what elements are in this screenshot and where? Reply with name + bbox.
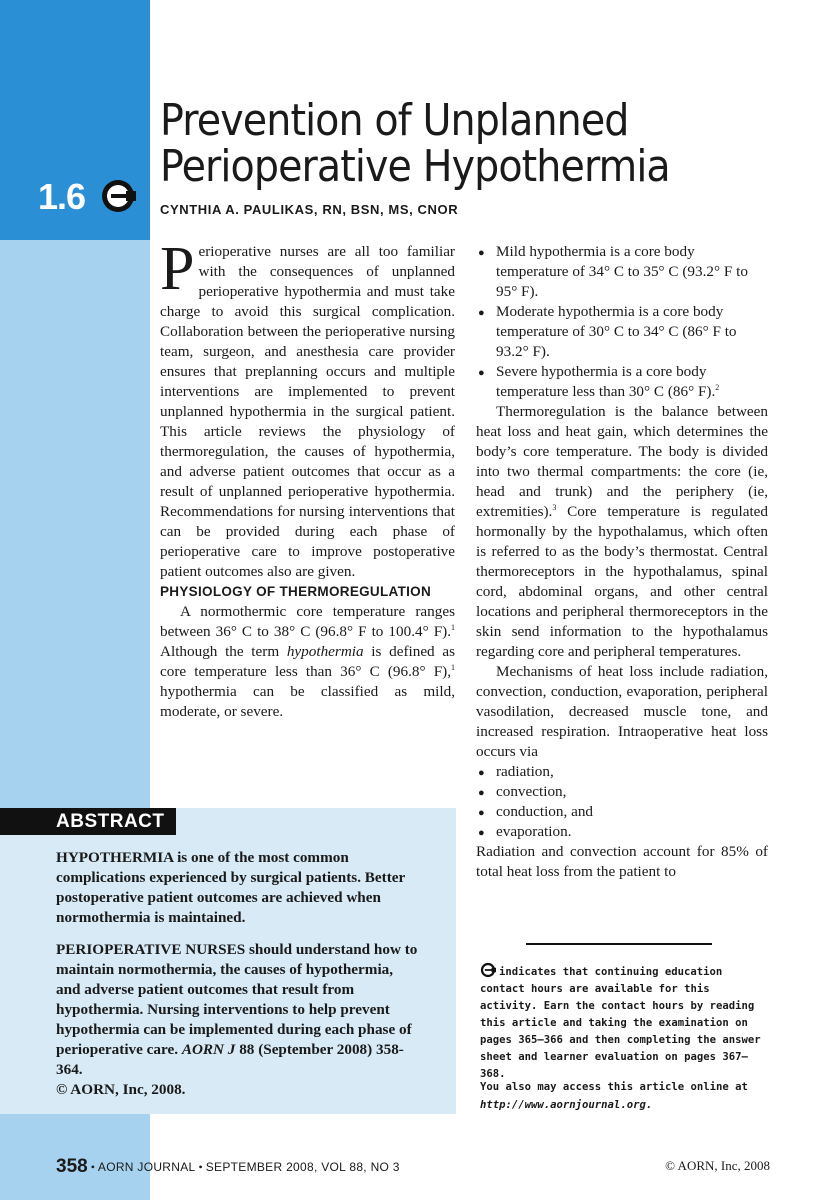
body-paragraph: Radiation and convection account for 85% of total heat loss from the patient to [476, 843, 768, 880]
list-item: ● radiation, [476, 762, 768, 782]
list-item: ● convection, [476, 782, 768, 802]
online-access-note: You also may access this article online at http://www.aornjournal.org. [480, 1081, 748, 1111]
page-number: 358 [56, 1156, 88, 1177]
hypothermia-classification-list [476, 242, 768, 402]
title-line-2: Perioperative Hypothermia [160, 141, 670, 192]
list-item: ● Moderate hypothermia is a core body temperature of 30° C to 34° C (86° F to 93.2° F). [476, 302, 768, 362]
ce-note: indicates that continuing education contact hours are available for this activity. Earn the contact hours by reading this article and taking the examination on pages 365–366 and then completing the answer sheet and learner evaluation on pages 367–368. [480, 962, 770, 1083]
abstract-body [56, 848, 418, 1112]
continuing-education-icon [480, 962, 496, 978]
abstract-paragraph-2: PERIOPERATIVE NURSES should understand how to maintain normothermia, the causes of hypothermia, and adverse patient outcomes that result from hypothermia. Nursing interventions to help prevent hypothermia can be implemented during each phase of perioperative care. AORN J 88 (September 2008) 358-364. © AORN, Inc, 2008. [56, 941, 418, 1098]
article-title [160, 95, 745, 192]
divider [526, 943, 712, 945]
body-paragraph: Thermoregulation is the balance between heat loss and heat gain, which determines the body’s core temperature. The body is divided into two thermal compartments: the core (ie, head and trunk) and the periphery (ie, extremities).$^3$ Core temperature is regulated hormonally by the hypothalamus, which often is referred to as the body’s thermostat. Central thermoreceptors in the hypothalamus, spinal cord, abdominal organs, and other central locations and peripheral thermoreceptors in the skin send information to the hypothalamus regarding core and peripheral temperatures. [476, 403, 768, 660]
author-byline: CYNTHIA A. PAULIKAS, RN, BSN, MS, CNOR [160, 202, 459, 217]
footer-copyright: © AORN, Inc, 2008 [665, 1158, 770, 1173]
heat-loss-list [476, 762, 768, 842]
list-item: ● conduction, and [476, 802, 768, 822]
section-number: 1.6 [38, 176, 86, 217]
journal-url-link[interactable]: http://www.aornjournal.org. [480, 1099, 653, 1111]
intro-paragraph: Perioperative nurses are all too familiar with the consequences of unplanned perioperative hypothermia and must take charge to avoid this surgical complication. Collaboration between the perioperative nursing team, surgeon, and anesthesia care provider ensures that preplanning occurs and multiple interventions are implemented to prevent unplanned hypothermia in the surgical patient. This article reviews the physiology of thermoregulation, the causes of hypothermia, and adverse patient outcomes that occur as a result of unplanned perioperative hypothermia. Recommendations for nursing interventions that can be provided during each phase of perioperative care to improve postoperative patient outcomes also are given. [160, 235, 455, 580]
section-subheading: PHYSIOLOGY OF THERMOREGULATION [160, 584, 432, 599]
abstract-label: ABSTRACT [0, 808, 176, 835]
list-item: ● Severe hypothermia is a core body temperature less than 30° C (86° F).$^2$ [476, 362, 768, 402]
column-left [160, 235, 455, 722]
drop-cap: P [160, 235, 195, 303]
title-line-1: Prevention of Unplanned [160, 95, 629, 146]
body-paragraph: A normothermic core temperature ranges between 36° C to 38° C (96.8° F to 100.4° F).$^1$ Although the term hypothermia is defined as core temperature less than 36° C (96.8° F),$^1$ hypothermia can be classified as mild, moderate, or severe. [160, 603, 455, 720]
abstract-paragraph-1: HYPOTHERMIA is one of the most common complications experienced by surgical patients. Better postoperative patient outcomes are achieved when normothermia is maintained. [56, 849, 405, 926]
list-item: ● Mild hypothermia is a core body temperature of 34° C to 35° C (93.2° F to 95° F). [476, 242, 768, 302]
body-paragraph: Mechanisms of heat loss include radiation, convection, conduction, evaporation, peripheral vasodilation, decreased muscle tone, and increased respiration. Intraoperative heat loss occurs via [476, 663, 768, 760]
list-item: ● evaporation. [476, 822, 768, 842]
page-footer: 358 • AORN JOURNAL • SEPTEMBER 2008, VOL 88, NO 3 [56, 1156, 400, 1177]
continuing-education-icon [100, 178, 136, 214]
column-right [476, 242, 768, 882]
